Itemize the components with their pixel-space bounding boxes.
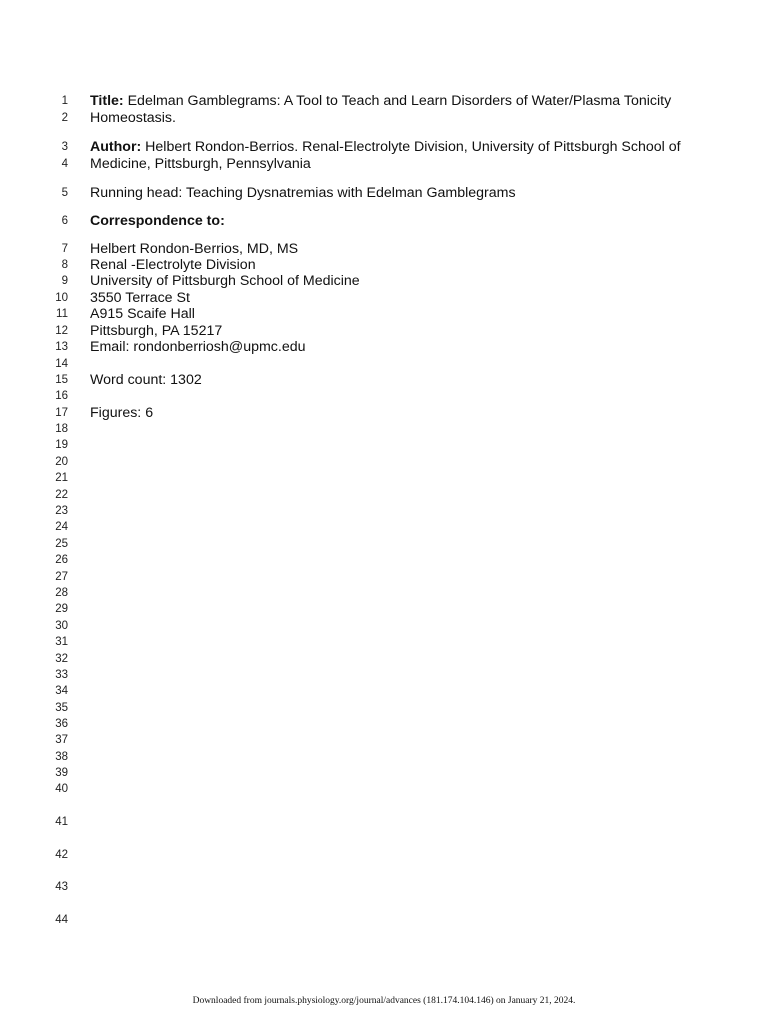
line-number: 14	[55, 358, 68, 370]
word-count: Word count: 1302	[90, 372, 202, 388]
line-number: 25	[55, 538, 68, 550]
title-text: Edelman Gamblegrams: A Tool to Teach and Learn Disorders of Water/Plasma Tonicity	[127, 93, 672, 109]
correspondence-email: Email: rondonberriosh@upmc.edu	[90, 339, 306, 355]
line-number: 42	[55, 849, 68, 861]
line-number: 4	[61, 158, 68, 170]
line-number: 44	[55, 914, 68, 926]
correspondence-room: A915 Scaife Hall	[90, 306, 195, 322]
line-number: 30	[55, 620, 68, 632]
line-number: 9	[61, 275, 68, 287]
title-line-1	[90, 93, 671, 109]
line-number: 28	[55, 587, 68, 599]
line-number: 11	[56, 308, 68, 320]
line-number: 27	[55, 571, 68, 583]
line-number: 26	[55, 554, 68, 566]
line-number: 12	[55, 325, 68, 337]
correspondence-city: Pittsburgh, PA 15217	[90, 323, 223, 339]
correspondence-institution: University of Pittsburgh School of Medicine	[90, 273, 360, 289]
correspondence-name: Helbert Rondon-Berrios, MD, MS	[90, 241, 299, 257]
running-head: Running head: Teaching Dysnatremias with Edelman Gamblegrams	[90, 185, 516, 201]
line-number: 2	[61, 112, 68, 124]
title-line-2: Homeostasis.	[90, 110, 176, 126]
line-number: 13	[55, 341, 68, 353]
figures-count: Figures: 6	[90, 405, 154, 421]
author-line-2: Medicine, Pittsburgh, Pennsylvania	[90, 156, 311, 172]
line-number: 21	[55, 472, 68, 484]
line-number: 20	[55, 456, 68, 468]
author-label: Author:	[90, 139, 142, 155]
line-number: 36	[55, 718, 68, 730]
line-number: 18	[55, 423, 68, 435]
line-number: 37	[55, 734, 68, 746]
line-number: 31	[55, 636, 68, 648]
line-number: 39	[55, 767, 68, 779]
line-number: 43	[55, 881, 68, 893]
line-number: 3	[61, 141, 68, 153]
correspondence-heading: Correspondence to:	[90, 213, 225, 229]
author-text: Helbert Rondon-Berrios. Renal-Electrolyte Division, University of Pittsburgh School of	[145, 139, 681, 155]
correspondence-division: Renal -Electrolyte Division	[90, 257, 256, 273]
title-label: Title:	[90, 93, 124, 109]
line-number: 8	[61, 259, 68, 271]
line-number: 17	[55, 407, 68, 419]
line-number: 6	[61, 215, 68, 227]
correspondence-street: 3550 Terrace St	[90, 290, 190, 306]
line-number: 19	[55, 439, 68, 451]
line-number: 23	[55, 505, 68, 517]
line-number: 33	[55, 669, 68, 681]
line-number: 38	[55, 751, 68, 763]
line-number: 41	[55, 816, 68, 828]
line-number: 24	[55, 521, 68, 533]
line-number: 7	[61, 243, 68, 255]
line-number: 34	[55, 685, 68, 697]
line-number: 22	[55, 489, 68, 501]
line-number: 15	[55, 374, 68, 386]
author-line-1	[90, 139, 681, 155]
line-number: 1	[61, 95, 68, 107]
line-number: 5	[61, 187, 68, 199]
line-number: 35	[55, 702, 68, 714]
line-number: 10	[55, 292, 68, 304]
line-number: 32	[55, 653, 68, 665]
line-number: 40	[55, 783, 68, 795]
line-number: 29	[55, 603, 68, 615]
line-number: 16	[55, 390, 68, 402]
download-footer: Downloaded from journals.physiology.org/journal/advances (181.174.104.146) on January 21, 2024.	[192, 996, 576, 1006]
